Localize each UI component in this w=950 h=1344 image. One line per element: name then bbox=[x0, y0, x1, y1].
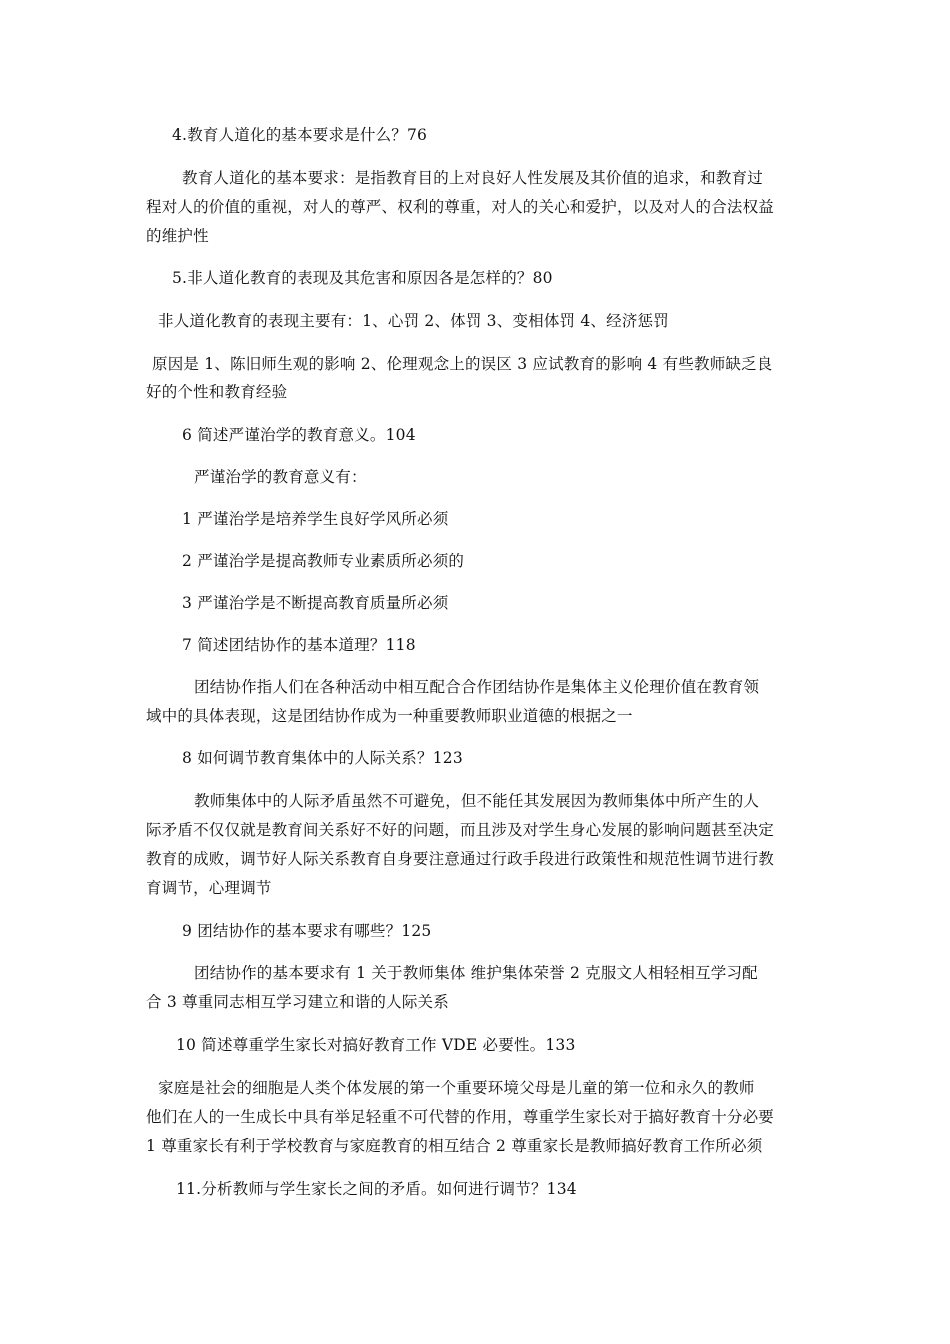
answer-4-line-1: 教育人道化的基本要求：是指教育目的上对良好人性发展及其价值的追求，和教育过 bbox=[182, 169, 763, 187]
question-10-title: 10 简述尊重学生家长对搞好教育工作 VDE 必要性。133 bbox=[176, 1036, 576, 1054]
answer-7-line-1: 团结协作指人们在各种活动中相互配合合作团结协作是集体主义伦理价值在教育领 bbox=[194, 678, 760, 696]
answer-9-line-1: 团结协作的基本要求有 1 关于教师集体 维护集体荣誉 2 克服文人相轻相互学习配 bbox=[194, 964, 758, 982]
question-9-title: 9 团结协作的基本要求有哪些？125 bbox=[182, 922, 432, 940]
answer-10-line-3: 1 尊重家长有利于学校教育与家庭教育的相互结合 2 尊重家长是教师搞好教育工作所必须 bbox=[146, 1137, 763, 1155]
answer-9-line-2: 合 3 尊重同志相互学习建立和谐的人际关系 bbox=[146, 993, 449, 1011]
question-8-title: 8 如何调节教育集体中的人际关系？123 bbox=[182, 749, 463, 767]
answer-6-intro: 严谨治学的教育意义有： bbox=[194, 468, 367, 486]
answer-4-line-3: 的维护性 bbox=[146, 227, 209, 245]
answer-6-point-3: 3 严谨治学是不断提高教育质量所必须 bbox=[182, 594, 449, 612]
question-6-title: 6 简述严谨治学的教育意义。104 bbox=[182, 426, 416, 444]
answer-6-point-2: 2 严谨治学是提高教师专业素质所必须的 bbox=[182, 552, 465, 570]
answer-5-manifestations: 非人道化教育的表现主要有：1、心罚 2、体罚 3、变相体罚 4、经济惩罚 bbox=[158, 312, 669, 330]
answer-8-line-1: 教师集体中的人际矛盾虽然不可避免，但不能任其发展因为教师集体中所产生的人 bbox=[194, 792, 760, 810]
answer-6-point-1: 1 严谨治学是培养学生良好学风所必须 bbox=[182, 510, 449, 528]
answer-8-line-3: 教育的成败，调节好人际关系教育自身要注意通过行政手段进行政策性和规范性调节进行教 bbox=[146, 850, 775, 868]
answer-7-line-2: 域中的具体表现，这是团结协作成为一种重要教师职业道德的根据之一 bbox=[146, 707, 633, 725]
question-5-title: 5.非人道化教育的表现及其危害和原因各是怎样的？80 bbox=[172, 269, 553, 287]
answer-8-line-2: 际矛盾不仅仅就是教育间关系好不好的问题，而且涉及对学生身心发展的影响问题甚至决定 bbox=[146, 821, 775, 839]
question-4-title: 4.教育人道化的基本要求是什么？76 bbox=[172, 126, 428, 144]
answer-5-reasons-line-1: 原因是 1、陈旧师生观的影响 2、伦理观念上的误区 3 应试教育的影响 4 有些教师缺乏良 bbox=[152, 355, 773, 373]
answer-10-line-2: 他们在人的一生成长中具有举足轻重不可代替的作用，尊重学生家长对于搞好教育十分必要 bbox=[146, 1108, 775, 1126]
answer-10-line-1: 家庭是社会的细胞是人类个体发展的第一个重要环境父母是儿童的第一位和永久的教师 bbox=[158, 1079, 755, 1097]
answer-8-line-4: 育调节，心理调节 bbox=[146, 879, 272, 897]
answer-4-line-2: 程对人的价值的重视，对人的尊严、权利的尊重，对人的关心和爱护，以及对人的合法权益 bbox=[146, 198, 775, 216]
question-11-title: 11.分析教师与学生家长之间的矛盾。如何进行调节？134 bbox=[176, 1180, 577, 1198]
answer-5-reasons-line-2: 好的个性和教育经验 bbox=[146, 383, 288, 401]
question-7-title: 7 简述团结协作的基本道理？118 bbox=[182, 636, 416, 654]
